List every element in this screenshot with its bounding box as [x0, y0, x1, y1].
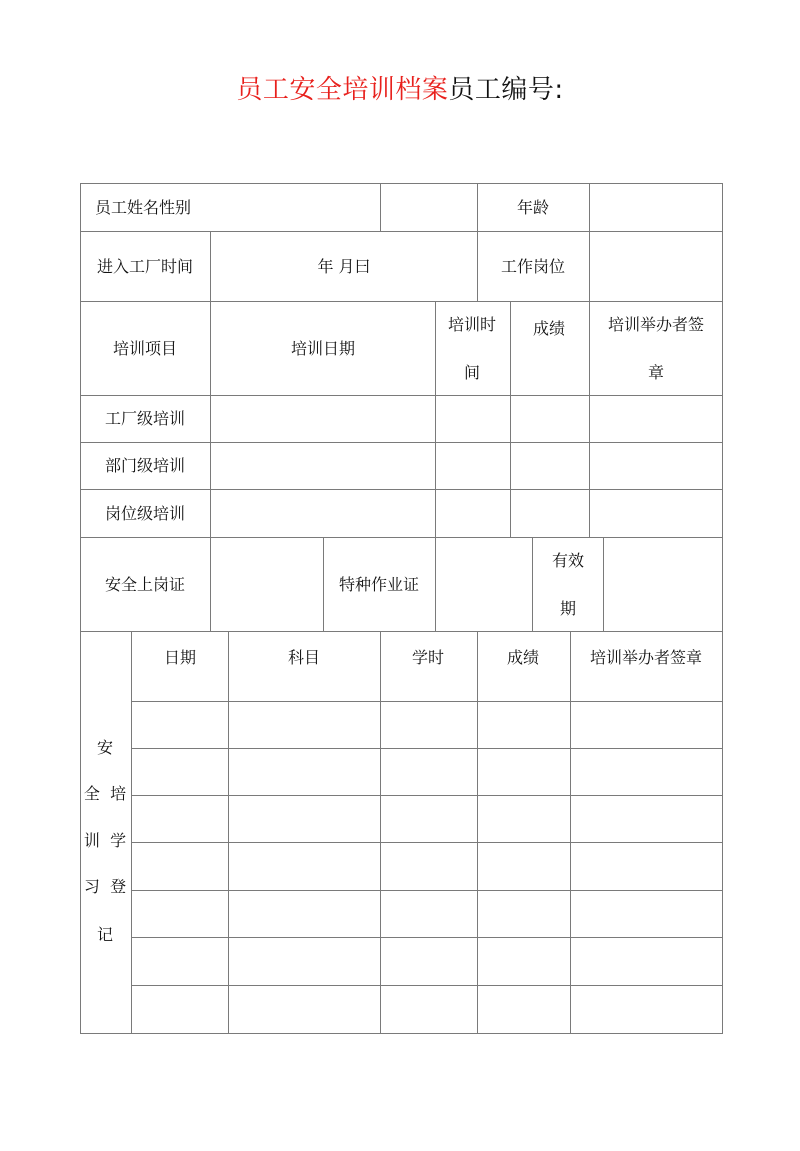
- special-operation-cert-label: 特种作业证: [338, 575, 420, 594]
- table-line: [131, 985, 723, 986]
- table-line: [210, 537, 211, 631]
- title-red: 员工安全培训档案: [236, 75, 449, 105]
- position-label: 工作岗位: [500, 257, 566, 276]
- table-line: [80, 231, 723, 232]
- table-line: [589, 301, 590, 537]
- name-gender-label: 员工姓名性别: [95, 198, 192, 217]
- table-line: [131, 890, 723, 891]
- table-line: [228, 631, 229, 1033]
- table-line: [80, 183, 81, 1034]
- entry-date-template: 年 月曰: [317, 257, 371, 276]
- validity-label-line1: 有效: [551, 551, 585, 570]
- table-line: [722, 183, 723, 1034]
- organizer-sign-header-line1: 培训举办者签: [607, 315, 705, 334]
- table-line: [380, 631, 381, 1033]
- register-col-subject: 科目: [287, 648, 321, 667]
- table-line: [80, 395, 723, 396]
- table-line: [603, 537, 604, 631]
- table-line: [570, 631, 571, 1033]
- table-line: [80, 183, 723, 184]
- table-line: [589, 183, 590, 301]
- table-line: [131, 701, 723, 702]
- table-line: [435, 537, 436, 631]
- table-line: [131, 937, 723, 938]
- table-line: [532, 537, 533, 631]
- register-side-label: 全 培: [83, 784, 127, 803]
- organizer-sign-header-line2: 章: [647, 363, 665, 382]
- register-side-label: 训 学: [83, 831, 127, 850]
- score-header: 成绩: [532, 319, 566, 338]
- register-side-label: 安: [96, 738, 114, 757]
- table-line: [435, 301, 436, 537]
- training-hours-header-line2: 间: [463, 363, 481, 382]
- training-item-header: 培训项目: [112, 339, 178, 358]
- table-line: [80, 442, 723, 443]
- table-line: [477, 631, 478, 1033]
- table-line: [210, 231, 211, 537]
- table-line: [80, 537, 723, 538]
- post-level-training: 岗位级培训: [104, 504, 186, 523]
- department-level-training: 部门级培训: [104, 456, 186, 475]
- register-col-date: 日期: [163, 648, 197, 667]
- table-line: [380, 183, 381, 231]
- training-hours-header-line1: 培训时: [447, 315, 497, 334]
- table-line: [131, 795, 723, 796]
- table-line: [510, 301, 511, 537]
- factory-level-training: 工厂级培训: [104, 409, 186, 428]
- safety-cert-label: 安全上岗证: [104, 575, 186, 594]
- table-line: [131, 842, 723, 843]
- register-col-hours: 学时: [411, 648, 445, 667]
- register-side-label: 习 登: [83, 877, 127, 896]
- table-line: [80, 301, 723, 302]
- table-line: [131, 748, 723, 749]
- table-line: [80, 1033, 723, 1034]
- entry-time-label: 进入工厂时间: [96, 257, 194, 276]
- table-line: [477, 183, 478, 301]
- register-col-sign: 培训举办者签章: [589, 648, 703, 667]
- validity-label-line2: 期: [559, 599, 577, 618]
- age-label: 年龄: [516, 198, 550, 217]
- training-date-header: 培训日期: [290, 339, 356, 358]
- title-black: 员工编号:: [448, 75, 564, 105]
- table-line: [131, 631, 132, 1033]
- register-side-label: 记: [96, 925, 114, 944]
- register-col-score: 成绩: [506, 648, 540, 667]
- table-line: [80, 631, 723, 632]
- table-line: [80, 489, 723, 490]
- table-line: [323, 537, 324, 631]
